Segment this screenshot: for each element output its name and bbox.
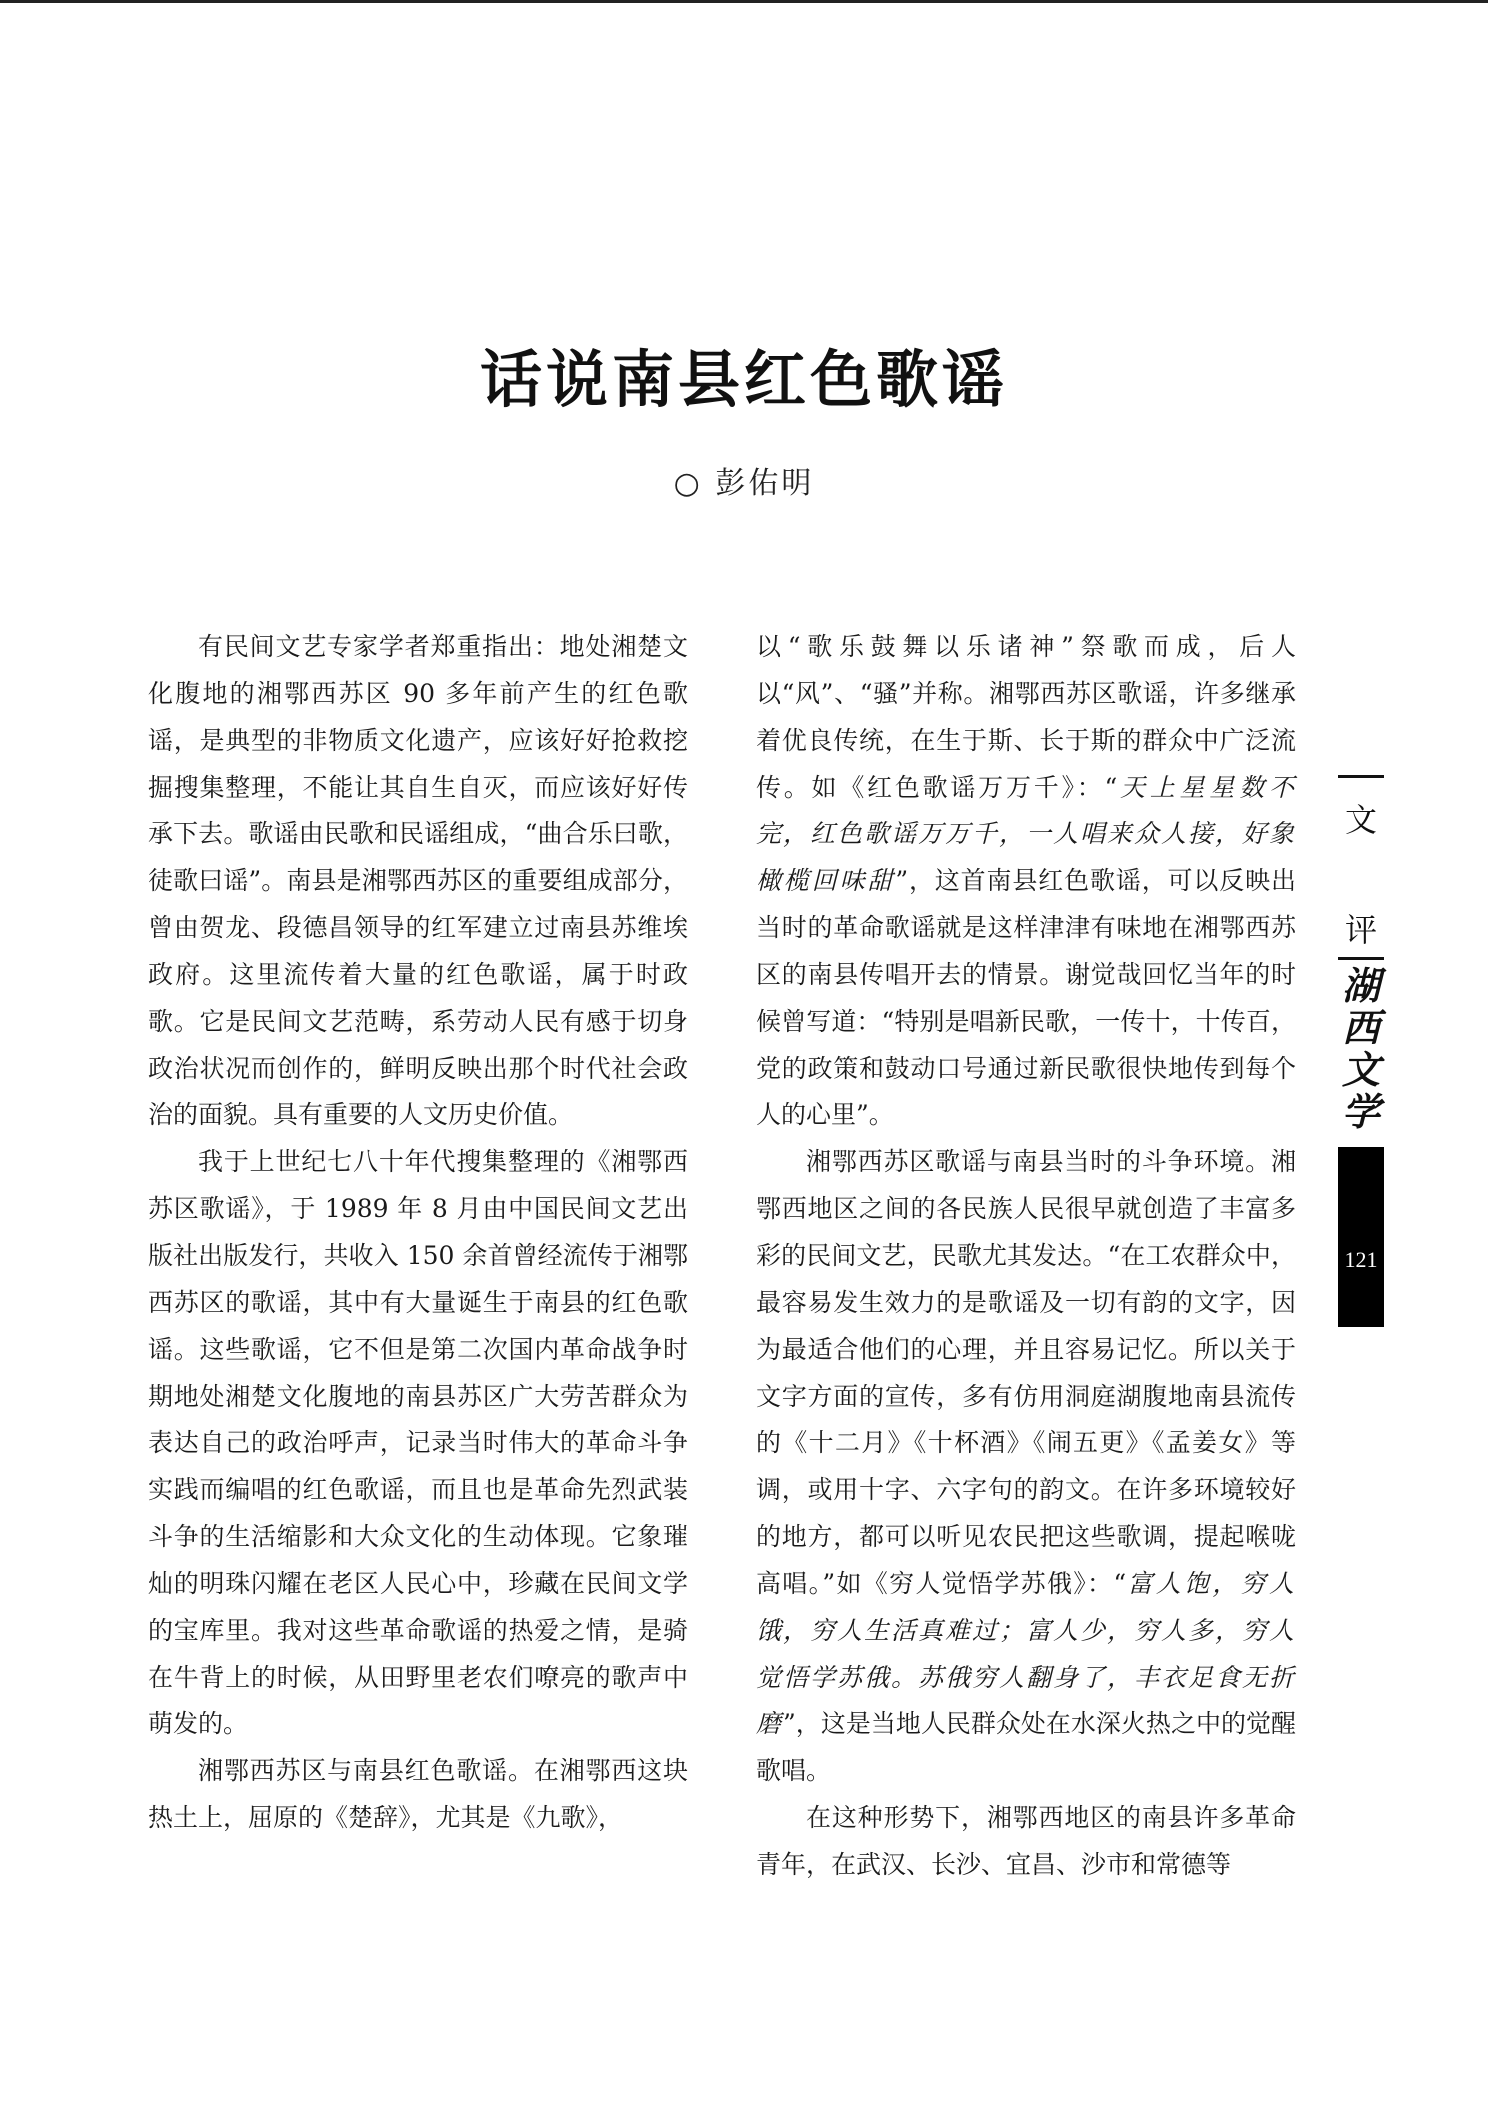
body-paragraph: 在这种形势下，湘鄂西地区的南县许多革命青年，在武汉、长沙、宜昌、沙市和常德等 [756, 1803, 1296, 1879]
top-border-rule [0, 0, 1488, 3]
section-label-wen: 文 [1344, 801, 1377, 839]
article-byline: ○ 彭佑明 [673, 466, 815, 501]
article-title: 话说南县红色歌谣 [479, 343, 1008, 416]
body-column-left [148, 624, 688, 1842]
song-quote: 天上星星数不完，红色歌谣万万千，一人唱来众人接，好象橄榄回味甜 [756, 772, 1297, 896]
body-text: 湘鄂西苏区歌谣与南县当时的斗争环境。湘鄂西地区之间的各民族人民很早就创造了丰富多彩的民间文艺，民歌尤其发达。“在工农群众中，最容易发生效力的是歌谣及一切有韵的文字，因为最适合他们的心理，并且容易记忆。所以关于文字方面的宣传，多有仿用洞庭湖腹地南县流传的《十二月》《十杯酒》《闹五更》《孟姜女》等调，或用十字、六字句的韵文。在许多环境较好的地方，都可以听见农民把这些歌调，提起喉咙高唱。”如《穷人觉悟学苏俄》：“ [756, 1147, 1296, 1598]
section-label-ping: 评 [1344, 911, 1377, 949]
journal-logo-char: 学 [1341, 1089, 1380, 1134]
body-text: ”，这是当地人民群众处在水深火热之中的觉醒歌唱。 [756, 1709, 1296, 1786]
sidebar-rule [1338, 775, 1384, 778]
body-column-right [756, 624, 1296, 1889]
page-number: 121 [1344, 1247, 1378, 1272]
body-paragraph [756, 1139, 1296, 1795]
journal-logo-char: 湖 [1341, 963, 1380, 1008]
body-paragraph: 湘鄂西苏区与南县红色歌谣。在湘鄂西这块热土上，屈原的《楚辞》，尤其是《九歌》， [148, 1756, 688, 1833]
sidebar-rule [1338, 957, 1384, 960]
body-text: 以“歌乐鼓舞以乐诸神”祭歌而成，后人以“风”、“骚”并称。湘鄂西苏区歌谣，许多继承着优良传统，在生于斯、长于斯的群众中广泛流传。如《红色歌谣万万千》：“ [756, 632, 1296, 802]
body-paragraph-continued [756, 624, 1296, 1139]
body-paragraph: 有民间文艺专家学者郑重指出：地处湘楚文化腹地的湘鄂西苏区 90 多年前产生的红色歌谣，是典型的非物质文化遗产，应该好好抢救挖掘搜集整理，不能让其自生自灭，而应该好好传承下去。歌谣由民歌和民谣组成，“曲合乐曰歌，徒歌曰谣”。南县是湘鄂西苏区的重要组成部分，曾由贺龙、段德昌领导的红军建立过南县苏维埃政府。这里流传着大量的红色歌谣，属于时政歌。它是民间文艺范畴，系劳动人民有感于切身政治状况而创作的，鲜明反映出那个时代社会政治的面貌。具有重要的人文历史价值。 [148, 632, 688, 1130]
song-quote: 富人饱，穷人饿，穷人生活真难过；富人少，穷人多，穷人觉悟学苏俄。苏俄穷人翻身了，丰衣足食无折磨 [756, 1568, 1297, 1739]
journal-logo [1338, 965, 1384, 1133]
body-paragraph: 我于上世纪七八十年代搜集整理的《湘鄂西苏区歌谣》，于 1989 年 8 月由中国民间文艺出版社出版发行，共收入 150 余首曾经流传于湘鄂西苏区的歌谣，其中有大量诞生于南县的红色歌谣。这些歌谣，它不但是第二次国内革命战争时期地处湘楚文化腹地的南县苏区广大劳苦群众为表达自己的政治呼声，记录当时伟大的革命斗争实践而编唱的红色歌谣，而且也是革命先烈武装斗争的生活缩影和大众文化的生动体现。它象璀灿的明珠闪耀在老区人民心中，珍藏在民间文学的宝库里。我对这些革命歌谣的热爱之情，是骑在牛背上的时候，从田野里老农们嘹亮的歌声中萌发的。 [148, 1147, 688, 1739]
body-text: ”，这首南县红色歌谣，可以反映出当时的革命歌谣就是这样津津有味地在湘鄂西苏区的南县传唱开去的情景。谢觉哉回忆当年的时候曾写道：“特别是唱新民歌，一传十，十传百，党的政策和鼓动口号通过新民歌很快地传到每个人的心里”。 [756, 866, 1296, 1130]
journal-logo-char: 文 [1341, 1047, 1380, 1092]
page-number-tab [1338, 1147, 1384, 1327]
journal-logo-char: 西 [1341, 1005, 1380, 1050]
